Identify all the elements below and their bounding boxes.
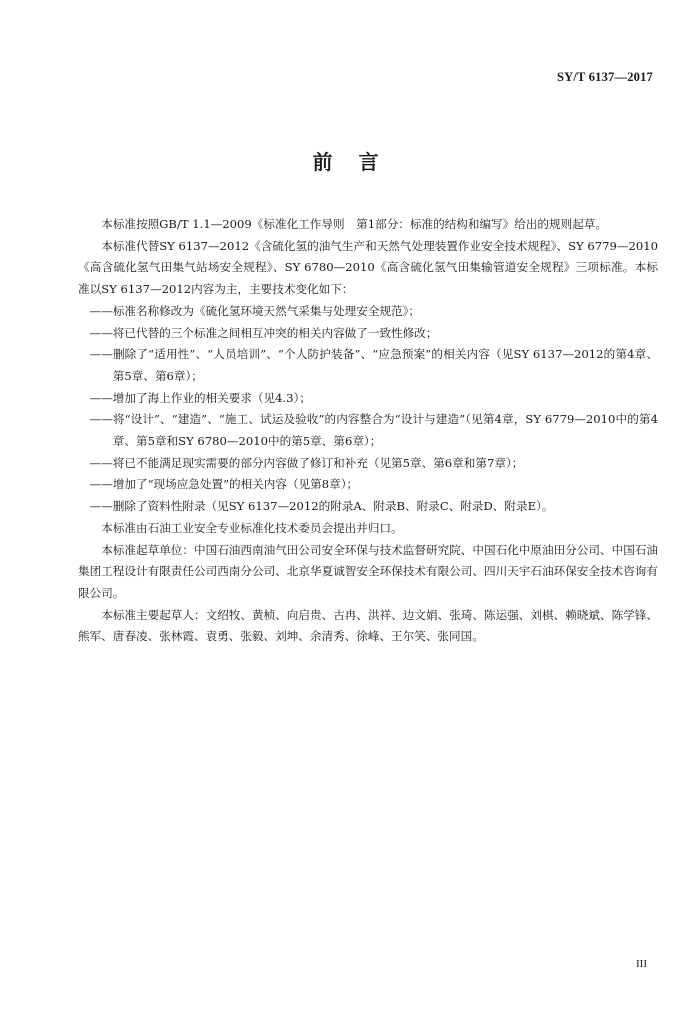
change-item: ——将已代替的三个标准之间相互冲突的相关内容做了一致性修改；	[89, 325, 438, 340]
paragraph-drafting-units: 本标准起草单位：中国石油西南油气田公司安全环保与技术监督研究院、中国石化中原油田分公司、中国石油集团工程设计有限责任公司西南分公司、北京华夏诚智安全环保技术有限公司、四川天宇石油环保安全技术咨询有限公司。	[78, 542, 658, 600]
change-item: ——将已不能满足现实需要的部分内容做了修订和补充（见第5章、第6章和第7章）；	[89, 455, 524, 470]
paragraph-drafting-rules: 本标准按照GB/T 1.1—2009《标准化工作导则 第1部分：标准的结构和编写》给出的规则起草。	[101, 217, 607, 231]
change-item: ——标准名称修改为《硫化氢环境天然气采集与处理安全规范》；	[89, 303, 421, 318]
paragraph-replacement: 本标准代替SY 6137—2012《含硫化氢的油气生产和天然气处理装置作业安全技术规程》、SY 6779—2010《高含硫化氢气田集气站场安全规程》、SY 6780—2010《高含硫化氢气田集输管道安全规程》三项标准。本标准以SY 6137—2012内容为主，主要技术变化如下：	[78, 238, 658, 297]
foreword-body	[78, 214, 658, 648]
page-title: 前言	[312, 150, 405, 174]
change-item: ——增加了“现场应急处置”的相关内容（见第8章）；	[89, 477, 359, 492]
change-item: ——删除了“适用性”、“人员培训”、“个人防护装备”、“应急预案”的相关内容（见SY 6137—2012的第4章、第5章、第6章）；	[89, 347, 658, 383]
change-item: ——增加了海上作业的相关要求（见4.3）；	[89, 390, 311, 405]
change-item: ——删除了资料性附录（见SY 6137—2012的附录A、附录B、附录C、附录D、附录E）。	[89, 499, 554, 514]
standard-code: SY/T 6137—2017	[557, 70, 653, 84]
paragraph-drafters: 本标准主要起草人：文绍牧、黄桢、向启贵、古冉、洪祥、边文娟、张琦、陈运强、刘棋、赖晓斌、陈学锋、熊军、唐春凌、张林霞、袁勇、张毅、刘坤、余清秀、徐峰、王尔笑、张同国。	[78, 607, 658, 644]
change-item: ——将“设计”、“建造”、“施工、试运及验收”的内容整合为“设计与建造”（见第4章，SY 6779—2010中的第4章、第5章和SY 6780—2010中的第5章、第6章）；	[89, 412, 658, 449]
paragraph-proposer: 本标准由石油工业安全专业标准化技术委员会提出并归口。	[101, 520, 403, 535]
page-number: III	[636, 958, 647, 970]
